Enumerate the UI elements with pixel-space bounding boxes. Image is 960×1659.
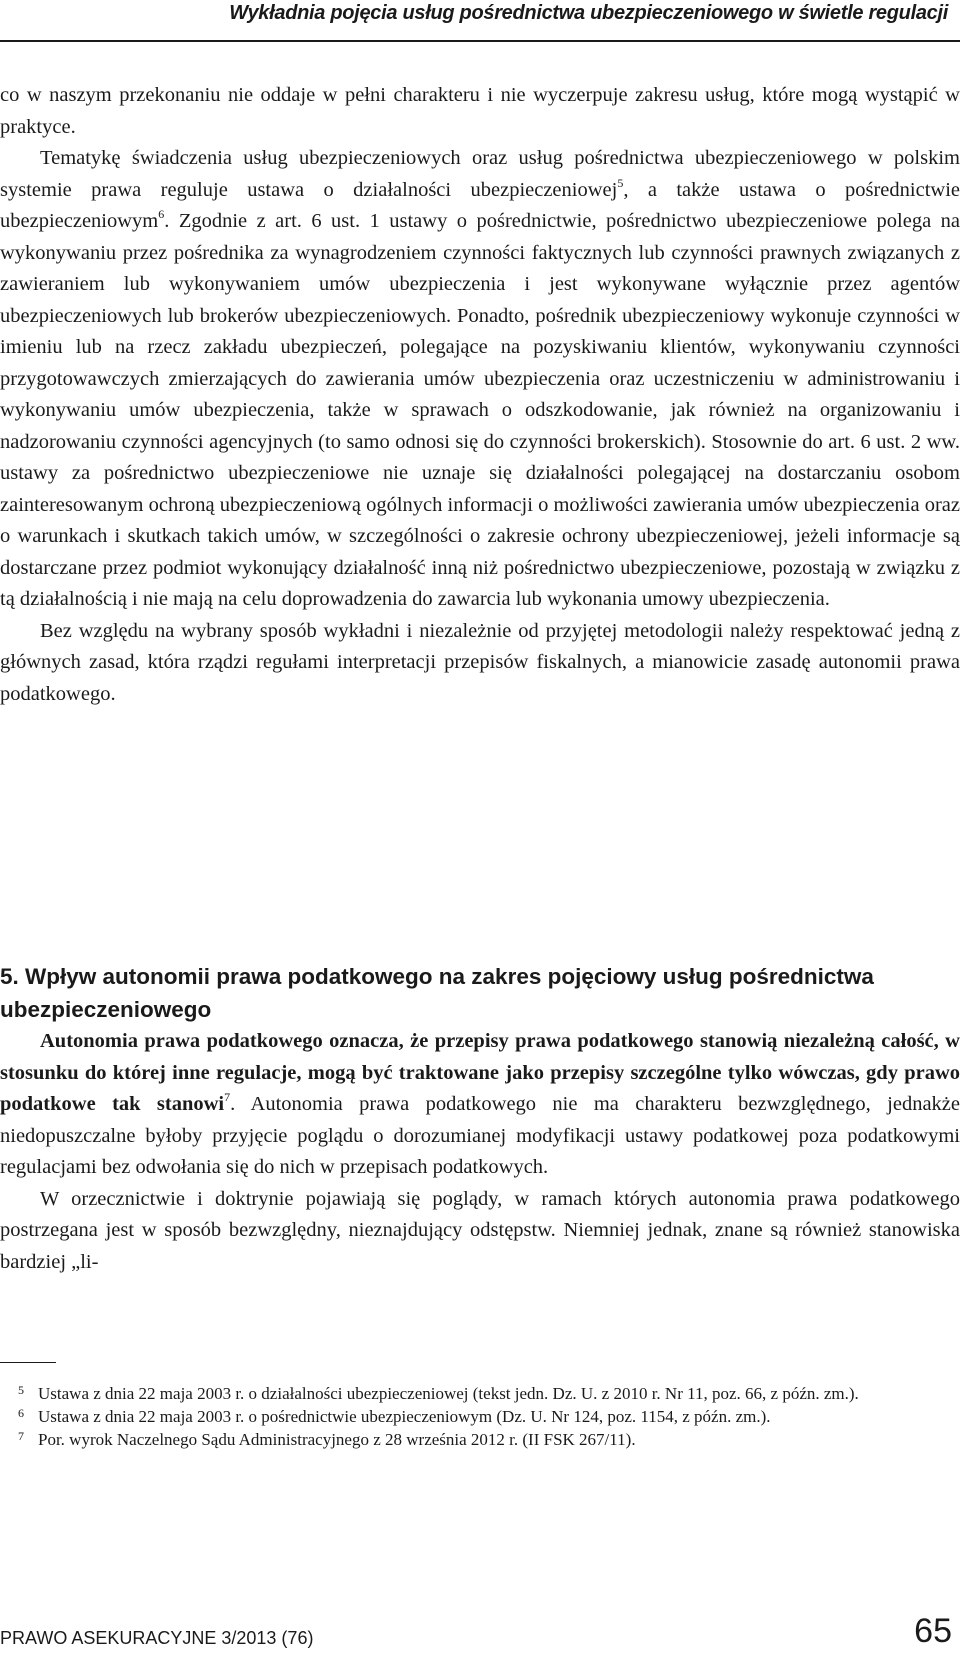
paragraph-methodology: Bez względu na wybrany sposób wykładni i niezależnie od przyjętej metodologii należy respektować jedną z głównych zasad, która rządzi regułami interpretacji przepisów fiskalnych, a mianowicie zasadę autonomii prawa podatkowego.: [0, 619, 960, 705]
footnote-number: 7: [18, 1429, 24, 1443]
bold-definition: Autonomia prawa podatkowego oznacza, że przepisy prawa podatkowego stanowią niezależną całość, w stosunku do której inne regulacje, mogą być traktowane jako przepisy szczególne tylko wówczas, gdy prawo podatkowe tak stanowi: [0, 1030, 960, 1115]
footnote-ref-6[interactable]: 6: [158, 207, 165, 221]
running-title: Wykładnia pojęcia usług pośrednictwa ubezpieczeniowego w świetle regulacji: [229, 2, 948, 24]
footnote-text: Ustawa z dnia 22 maja 2003 r. o pośrednictwie ubezpieczeniowym (Dz. U. Nr 124, poz. 1154, z późn. zm.).: [38, 1407, 771, 1426]
paragraph-text: , a także ustawa o pośrednictwie ubezpieczeniowym: [0, 178, 960, 232]
footnote-number: 6: [18, 1406, 24, 1420]
paragraph-jurisprudence: W orzecznictwie i doktrynie pojawiają się poglądy, w ramach których autonomia prawa podatkowego postrzegana jest w sposób bezwzględny, nieznajdujący odstępstw. Niemniej jednak, znane są również stanowiska bardziej „li-: [0, 1187, 960, 1273]
footnote-6: [0, 1405, 960, 1428]
footnote-ref-5[interactable]: 5: [617, 175, 624, 190]
footnote-separator: [0, 1362, 56, 1363]
paragraph-text: . Autonomia prawa podatkowego nie ma charakteru bezwzględnego, jednakże niedopuszczalne byłoby przyjęcie poglądu o dorozumianej modyfikacji ustawy podatkowej poza podatkowymi regulacjami bez odwołania się do nich w przepisach podatkowych.: [0, 1093, 960, 1178]
paragraph-regulation: [0, 143, 960, 616]
paragraph-continued: co w naszym przekonaniu nie oddaje w pełni charakteru i nie wyczerpuje zakresu usług, które mogą wystąpić w praktyce.: [0, 84, 960, 138]
body-text-lower: [0, 1026, 960, 1278]
page-number: 65: [914, 1612, 952, 1650]
footnote-text: Por. wyrok Naczelnego Sądu Administracyjnego z 28 września 2012 r. (II FSK 267/11).: [38, 1430, 636, 1449]
journal-footer: PRAWO ASEKURACYJNE 3/2013 (76): [0, 1628, 314, 1648]
footnote-7: [0, 1428, 960, 1451]
paragraph-autonomy: [0, 1026, 960, 1184]
footnotes: [0, 1382, 960, 1451]
section-heading: 5. Wpływ autonomii prawa podatkowego na zakres pojęciowy usług pośrednictwa ubezpieczeniowego: [0, 964, 874, 1022]
running-header: [0, 0, 960, 42]
footnote-ref-7[interactable]: 7: [224, 1090, 231, 1104]
paragraph-text: Tematykę świadczenia usług ubezpieczeniowych oraz usług pośrednictwa ubezpieczeniowego w polskim systemie prawa reguluje ustawa o działalności ubezpieczeniowej: [0, 147, 960, 201]
paragraph-text: . Zgodnie z art. 6 ust. 1 ustawy o pośrednictwie, pośrednictwo ubezpieczeniowe polega na wykonywaniu przez pośrednika za wynagrodzeniem czynności faktycznych lub czynności prawnych związanych z zawieraniem lub wykonywaniem umów ubezpieczenia i jest wykonywane wyłącznie przez agentów ubezpieczeniowych lub brokerów ubezpieczeniowych. Ponadto, pośrednik ubezpieczeniowy wykonuje czynności w imieniu lub na rzecz zakładu ubezpieczeń, polegające na pozyskiwaniu klientów, wykonywaniu czynności przygotowawczych zmierzających do zawierania umów ubezpieczenia oraz uczestniczeniu w administrowaniu i wykonywaniu umów ubezpieczenia, także w sprawach o odszkodowanie, jak również na organizowaniu i nadzorowaniu czynności agencyjnych (to samo odnosi się do czynności brokerskich). Stosownie do art. 6 ust. 2 ww. ustawy za pośrednictwo ubezpieczeniowe nie uznaje się działalności polegającej na dostarczaniu osobom zainteresowanym ochroną ubezpieczeniową ogólnych informacji o możliwości zawierania umów ubezpieczenia oraz o warunkach i skutkach takich umów, w szczególności o zakresie ochrony ubezpieczeniowej, jeżeli informacje są dostarczane przez podmiot wykonujący działalność inną niż pośrednictwo ubezpieczeniowe, pozostają w związku z tą działalnością i nie mają na celu doprowadzenia do zawarcia lub wykonania umowy ubezpieczenia.: [0, 210, 960, 610]
footnote-5: [0, 1382, 960, 1405]
footnote-text: Ustawa z dnia 22 maja 2003 r. o działalności ubezpieczeniowej (tekst jedn. Dz. U. z 2010 r. Nr 11, poz. 66, z późn. zm.).: [38, 1384, 859, 1403]
footnote-number: 5: [18, 1383, 24, 1397]
body-text-upper: [0, 80, 960, 710]
